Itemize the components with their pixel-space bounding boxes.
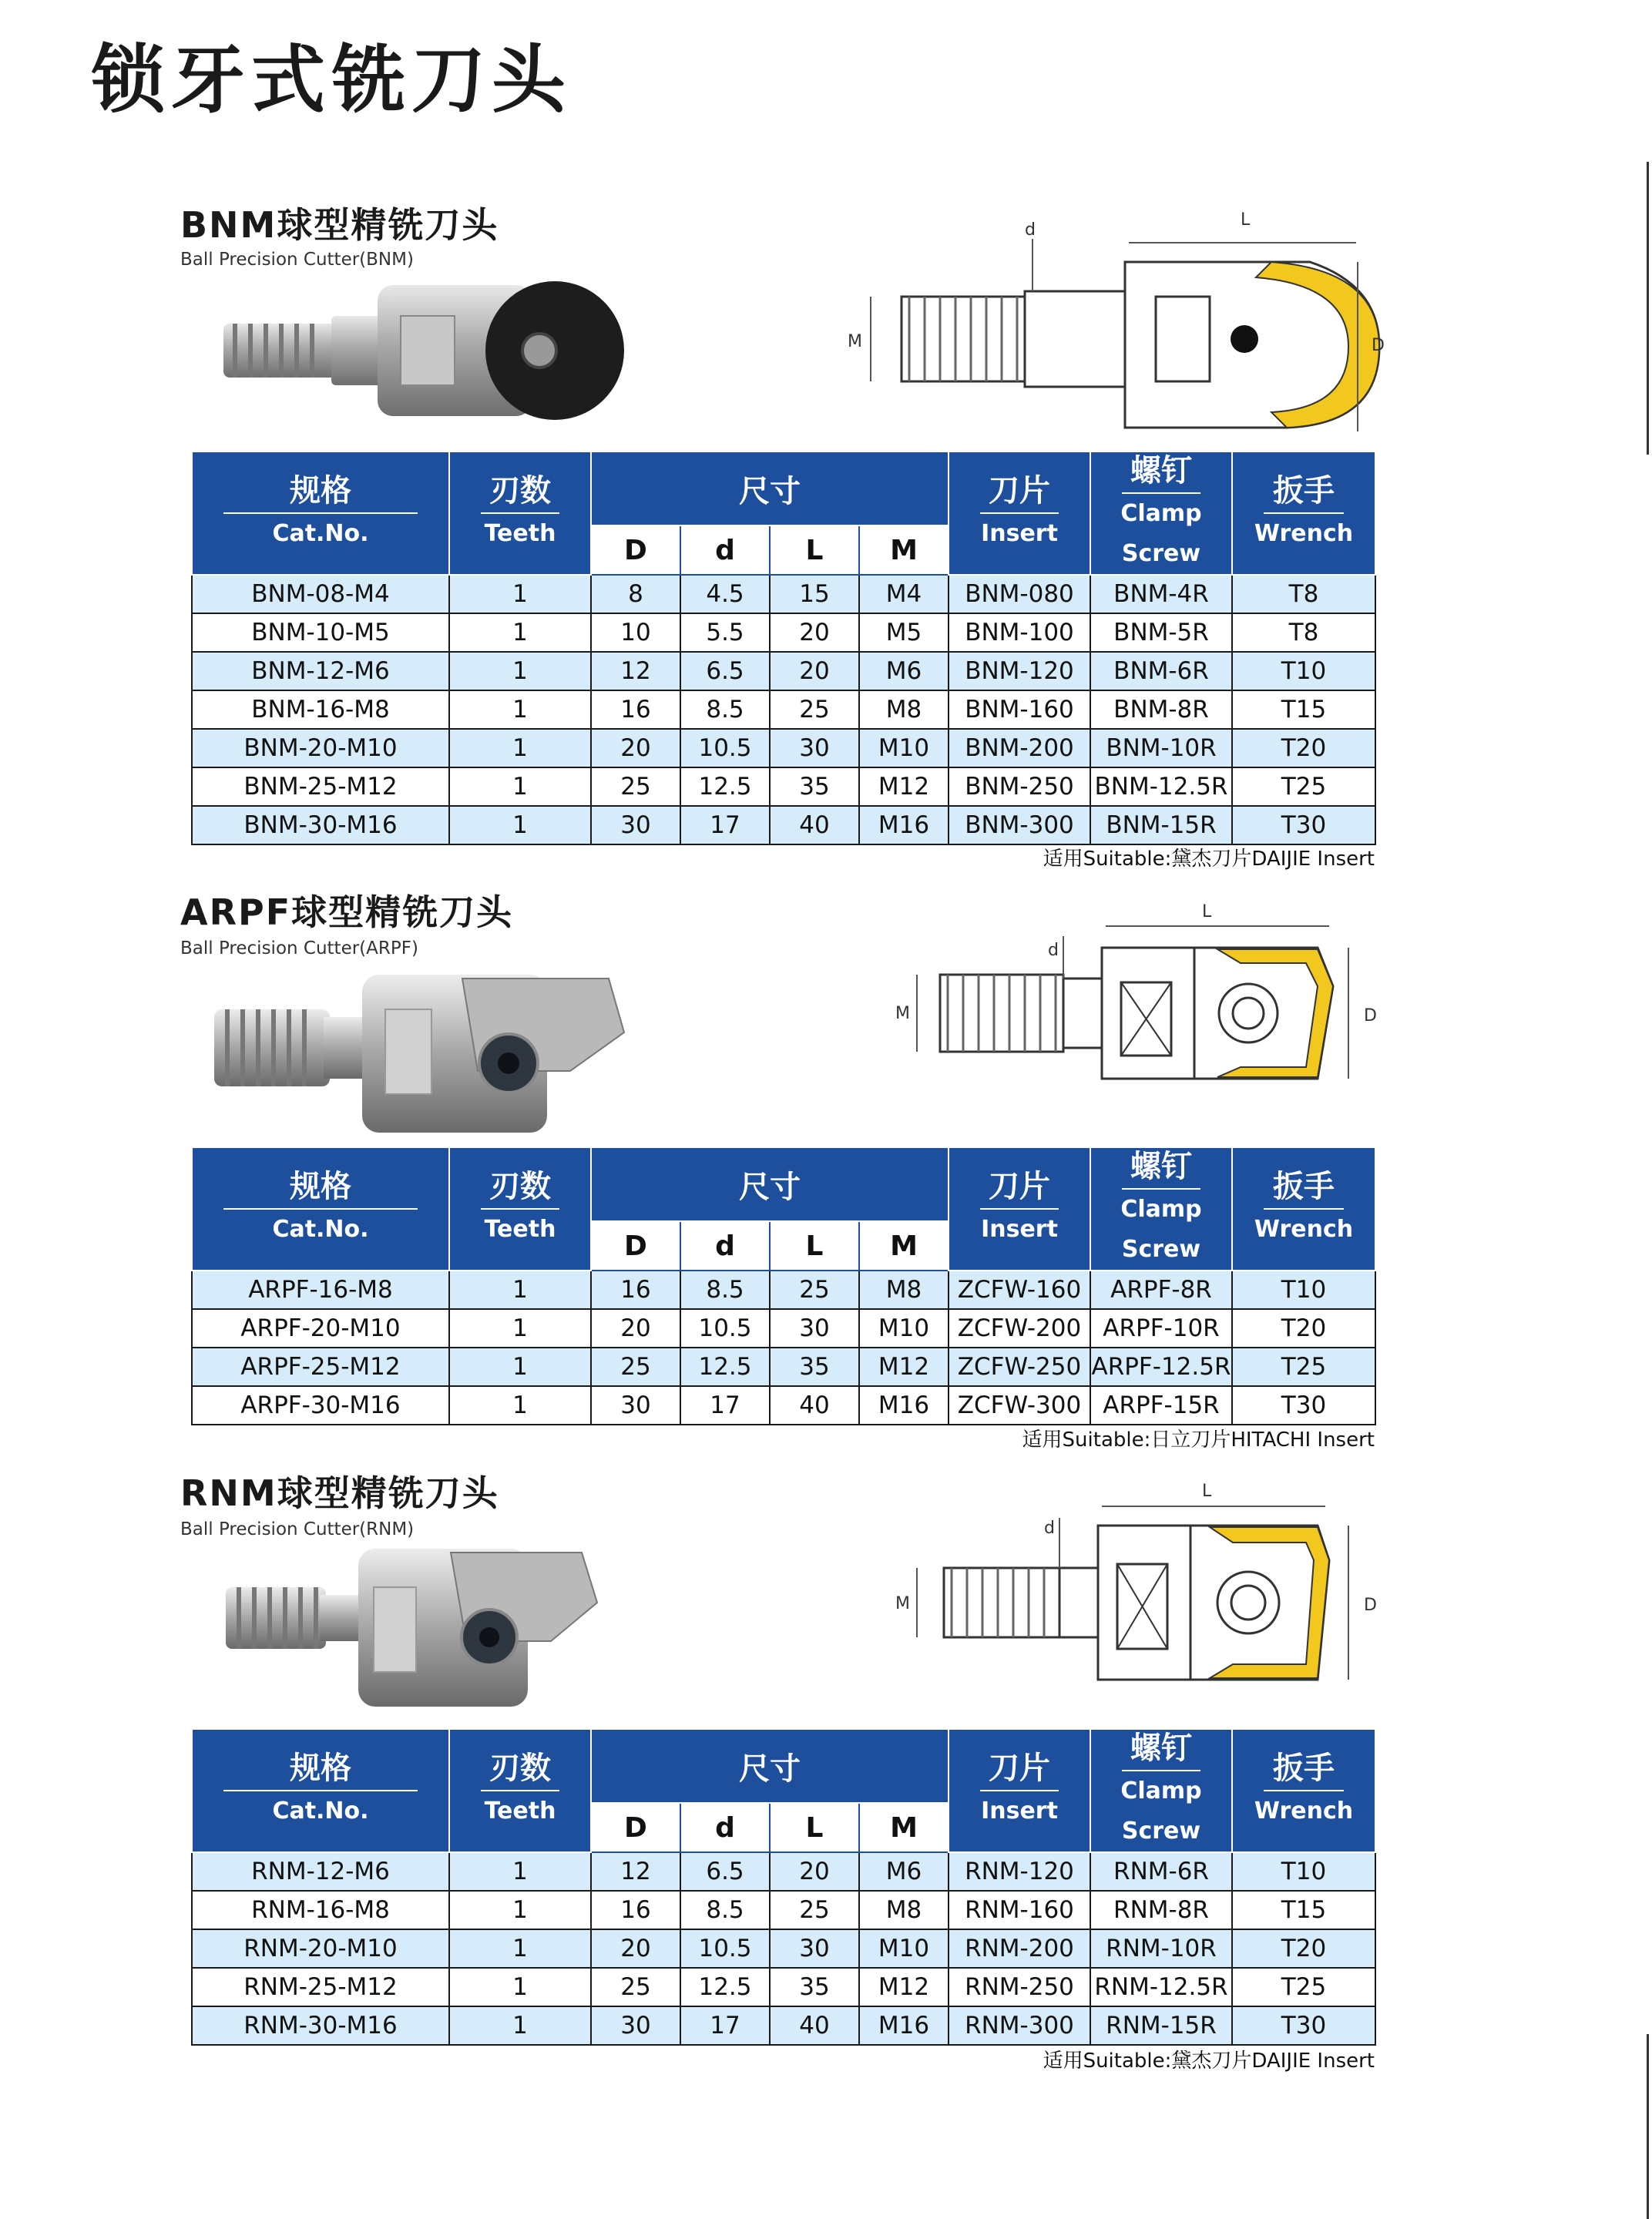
cell-clamp-screw: BNM-12.5R: [1090, 767, 1232, 806]
cell-dim-M: M16: [859, 806, 949, 844]
header-cn-label: 螺钉: [1122, 1730, 1200, 1771]
cell-dim-d: 10.5: [680, 729, 770, 767]
cell-wrench: T8: [1232, 613, 1375, 652]
cell-dim-d: 8.5: [680, 1891, 770, 1929]
cell-insert: ZCFW-160: [949, 1271, 1090, 1309]
header-cn-label: 刃数: [481, 1750, 559, 1791]
cell-dim-M: M12: [859, 767, 949, 806]
cell-clamp-screw: RNM-6R: [1090, 1852, 1232, 1891]
cell-teeth: 1: [449, 806, 591, 844]
cell-dim-L: 25: [770, 1271, 859, 1309]
dim-label-d-small: d: [1044, 1519, 1055, 1538]
table-row: [192, 690, 1375, 729]
header-cat-no: [192, 452, 449, 575]
header-clamp-screw: [1090, 1147, 1232, 1271]
dim-label-d-large: D: [1364, 1006, 1377, 1026]
table-row: [192, 2006, 1375, 2045]
cell-wrench: T15: [1232, 690, 1375, 729]
cell-clamp-screw: RNM-8R: [1090, 1891, 1232, 1929]
cell-cat-no: RNM-25-M12: [192, 1968, 449, 2006]
section-subtitle: Ball Precision Cutter(RNM): [180, 1519, 415, 1539]
cell-dim-d: 6.5: [680, 1852, 770, 1891]
cell-wrench: T10: [1232, 652, 1375, 690]
cell-teeth: 1: [449, 575, 591, 613]
dim-label-d-small: d: [1048, 941, 1059, 960]
cell-dim-D: 16: [591, 690, 680, 729]
cell-dim-M: M5: [859, 613, 949, 652]
cell-wrench: T20: [1232, 729, 1375, 767]
cell-dim-L: 20: [770, 1852, 859, 1891]
cell-wrench: T30: [1232, 806, 1375, 844]
header-dim-L: L: [770, 1221, 859, 1271]
header-en-label: Clamp Screw: [1120, 1778, 1202, 1845]
cell-insert: BNM-120: [949, 652, 1090, 690]
cell-dim-d: 12.5: [680, 1348, 770, 1386]
cell-dim-D: 30: [591, 2006, 680, 2045]
dim-label-d-large: D: [1364, 1596, 1377, 1615]
header-dim-M: M: [859, 525, 949, 575]
cell-dim-D: 20: [591, 1929, 680, 1968]
header-en-label: Wrench: [1254, 520, 1354, 547]
header-en-label: Teeth: [484, 520, 556, 547]
cell-insert: BNM-160: [949, 690, 1090, 729]
header-cn-label: 规格: [223, 472, 418, 514]
table-row: [192, 729, 1375, 767]
header-en-label: Cat.No.: [272, 1216, 369, 1243]
cell-cat-no: RNM-20-M10: [192, 1929, 449, 1968]
cell-dim-d: 8.5: [680, 690, 770, 729]
header-dim-D: D: [591, 1221, 680, 1271]
header-dim-d: d: [680, 1803, 770, 1852]
header-clamp-screw: [1090, 452, 1232, 575]
header-dim-D: D: [591, 1803, 680, 1852]
cell-teeth: 1: [449, 729, 591, 767]
cell-teeth: 1: [449, 1968, 591, 2006]
suitable-insert-note: 适用Suitable:黛杰刀片DAIJIE Insert: [1043, 2049, 1375, 2073]
header-en-label: Insert: [981, 1216, 1058, 1243]
cell-dim-M: M4: [859, 575, 949, 613]
cell-dim-d: 17: [680, 2006, 770, 2045]
suitable-insert-note: 适用Suitable:日立刀片HITACHI Insert: [1022, 1428, 1375, 1452]
cell-insert: BNM-200: [949, 729, 1090, 767]
cell-dim-M: M12: [859, 1348, 949, 1386]
cell-dim-L: 40: [770, 2006, 859, 2045]
header-en-label: Insert: [981, 520, 1058, 547]
cell-dim-L: 30: [770, 729, 859, 767]
cell-clamp-screw: RNM-12.5R: [1090, 1968, 1232, 2006]
cell-dim-L: 25: [770, 1891, 859, 1929]
header-dim-d: d: [680, 1221, 770, 1271]
header-insert: [949, 452, 1090, 575]
cell-dim-D: 16: [591, 1271, 680, 1309]
cell-dim-d: 5.5: [680, 613, 770, 652]
cell-clamp-screw: ARPF-10R: [1090, 1309, 1232, 1348]
cell-insert: ZCFW-200: [949, 1309, 1090, 1348]
header-en-label: Teeth: [484, 1216, 556, 1243]
cell-cat-no: BNM-08-M4: [192, 575, 449, 613]
cell-clamp-screw: RNM-10R: [1090, 1929, 1232, 1968]
cell-wrench: T20: [1232, 1929, 1375, 1968]
cell-wrench: T25: [1232, 767, 1375, 806]
section-title: BNM球型精铣刀头: [180, 204, 499, 246]
cell-dim-D: 12: [591, 1852, 680, 1891]
cell-cat-no: RNM-12-M6: [192, 1852, 449, 1891]
cell-clamp-screw: ARPF-8R: [1090, 1271, 1232, 1309]
cell-insert: RNM-250: [949, 1968, 1090, 2006]
cell-cat-no: ARPF-30-M16: [192, 1386, 449, 1425]
cell-dim-d: 17: [680, 806, 770, 844]
header-size: 尺寸: [591, 1729, 949, 1803]
header-cn-label: 刃数: [481, 1168, 559, 1210]
cell-dim-d: 6.5: [680, 652, 770, 690]
header-cn-label: 螺钉: [1122, 1148, 1200, 1190]
header-cn-label: 扳手: [1264, 1168, 1344, 1210]
cell-teeth: 1: [449, 1891, 591, 1929]
cell-teeth: 1: [449, 1386, 591, 1425]
cell-dim-M: M8: [859, 690, 949, 729]
cell-insert: BNM-300: [949, 806, 1090, 844]
header-en-label: Clamp Screw: [1120, 1196, 1202, 1263]
dim-label-d-small: d: [1025, 220, 1036, 240]
cell-dim-d: 8.5: [680, 1271, 770, 1309]
cell-insert: BNM-250: [949, 767, 1090, 806]
cell-wrench: T30: [1232, 2006, 1375, 2045]
cell-wrench: T15: [1232, 1891, 1375, 1929]
cell-dim-M: M8: [859, 1891, 949, 1929]
header-en-label: Wrench: [1254, 1216, 1354, 1243]
header-cn-label: 规格: [223, 1750, 418, 1791]
cell-clamp-screw: ARPF-15R: [1090, 1386, 1232, 1425]
cell-dim-M: M8: [859, 1271, 949, 1309]
header-wrench: [1232, 452, 1375, 575]
cell-dim-L: 35: [770, 767, 859, 806]
table-row: [192, 1968, 1375, 2006]
table-row: [192, 652, 1375, 690]
cell-cat-no: BNM-30-M16: [192, 806, 449, 844]
cell-teeth: 1: [449, 613, 591, 652]
cell-insert: RNM-120: [949, 1852, 1090, 1891]
arpf-spec-table: [191, 1146, 1376, 1425]
cell-clamp-screw: ARPF-12.5R: [1090, 1348, 1232, 1386]
cell-teeth: 1: [449, 1348, 591, 1386]
rnm-technical-drawing: [886, 1472, 1395, 1703]
page-edge-mark: [1647, 162, 1649, 455]
cell-clamp-screw: BNM-5R: [1090, 613, 1232, 652]
cell-insert: ZCFW-300: [949, 1386, 1090, 1425]
cell-dim-L: 35: [770, 1348, 859, 1386]
cell-clamp-screw: BNM-15R: [1090, 806, 1232, 844]
cell-dim-d: 10.5: [680, 1929, 770, 1968]
table-row: [192, 767, 1375, 806]
header-teeth: [449, 1729, 591, 1852]
table-row: [192, 1386, 1375, 1425]
table-row: [192, 1271, 1375, 1309]
header-teeth: [449, 1147, 591, 1271]
cell-dim-D: 8: [591, 575, 680, 613]
cell-clamp-screw: BNM-8R: [1090, 690, 1232, 729]
dim-label-d-large: D: [1372, 336, 1385, 355]
section-title: RNM球型精铣刀头: [180, 1472, 499, 1514]
cell-dim-L: 30: [770, 1929, 859, 1968]
header-insert: [949, 1147, 1090, 1271]
header-dim-M: M: [859, 1221, 949, 1271]
header-cn-label: 扳手: [1264, 1750, 1344, 1791]
cell-dim-L: 40: [770, 806, 859, 844]
cell-teeth: 1: [449, 1929, 591, 1968]
section-subtitle: Ball Precision Cutter(BNM): [180, 250, 414, 270]
cell-cat-no: BNM-10-M5: [192, 613, 449, 652]
header-cn-label: 螺钉: [1122, 452, 1200, 494]
cell-dim-D: 30: [591, 1386, 680, 1425]
cell-insert: RNM-300: [949, 2006, 1090, 2045]
table-row: [192, 806, 1375, 844]
cell-dim-d: 12.5: [680, 767, 770, 806]
header-dim-d: d: [680, 525, 770, 575]
cell-dim-d: 17: [680, 1386, 770, 1425]
cell-dim-M: M6: [859, 652, 949, 690]
header-dim-D: D: [591, 525, 680, 575]
header-en-label: Cat.No.: [272, 1798, 369, 1825]
section-title: ARPF球型精铣刀头: [180, 891, 514, 933]
cell-dim-d: 4.5: [680, 575, 770, 613]
cell-insert: BNM-080: [949, 575, 1090, 613]
header-clamp-screw: [1090, 1729, 1232, 1852]
cell-teeth: 1: [449, 2006, 591, 2045]
cell-insert: RNM-160: [949, 1891, 1090, 1929]
header-wrench: [1232, 1147, 1375, 1271]
header-en-label: Teeth: [484, 1798, 556, 1825]
dim-label-m: M: [895, 1594, 910, 1613]
page-edge-mark: [1647, 2034, 1649, 2219]
cell-teeth: 1: [449, 652, 591, 690]
cell-dim-d: 10.5: [680, 1309, 770, 1348]
cell-wrench: T20: [1232, 1309, 1375, 1348]
suitable-insert-note: 适用Suitable:黛杰刀片DAIJIE Insert: [1043, 848, 1375, 871]
header-dim-M: M: [859, 1803, 949, 1852]
table-row: [192, 1309, 1375, 1348]
cell-dim-M: M10: [859, 1929, 949, 1968]
cell-clamp-screw: BNM-4R: [1090, 575, 1232, 613]
cell-cat-no: BNM-25-M12: [192, 767, 449, 806]
cell-dim-D: 25: [591, 1968, 680, 2006]
cell-cat-no: ARPF-25-M12: [192, 1348, 449, 1386]
cell-dim-L: 20: [770, 613, 859, 652]
cell-insert: BNM-100: [949, 613, 1090, 652]
header-cn-label: 刀片: [980, 1750, 1059, 1791]
cell-dim-D: 12: [591, 652, 680, 690]
cell-insert: RNM-200: [949, 1929, 1090, 1968]
header-en-label: Insert: [981, 1798, 1058, 1825]
cell-dim-L: 30: [770, 1309, 859, 1348]
table-row: [192, 575, 1375, 613]
cell-wrench: T10: [1232, 1852, 1375, 1891]
cell-clamp-screw: BNM-6R: [1090, 652, 1232, 690]
dim-label-m: M: [895, 1004, 910, 1023]
table-row: [192, 1929, 1375, 1968]
cell-dim-M: M6: [859, 1852, 949, 1891]
cell-dim-D: 16: [591, 1891, 680, 1929]
dim-label-m: M: [848, 332, 862, 351]
cell-teeth: 1: [449, 1271, 591, 1309]
section-subtitle: Ball Precision Cutter(ARPF): [180, 938, 418, 958]
header-cn-label: 扳手: [1264, 472, 1344, 514]
dim-label-l: L: [1202, 1482, 1212, 1501]
bnm-spec-table: [191, 451, 1376, 845]
cell-wrench: T10: [1232, 1271, 1375, 1309]
header-en-label: Wrench: [1254, 1798, 1354, 1825]
cell-dim-D: 20: [591, 729, 680, 767]
cell-teeth: 1: [449, 1852, 591, 1891]
arpf-product-photo: [208, 963, 640, 1140]
cell-dim-L: 25: [770, 690, 859, 729]
arpf-technical-drawing: [886, 894, 1395, 1125]
header-size: 尺寸: [591, 1147, 949, 1221]
header-dim-L: L: [770, 525, 859, 575]
cell-dim-M: M16: [859, 2006, 949, 2045]
table-row: [192, 1891, 1375, 1929]
cell-dim-D: 10: [591, 613, 680, 652]
cell-dim-L: 20: [770, 652, 859, 690]
header-dim-L: L: [770, 1803, 859, 1852]
bnm-technical-drawing: [840, 200, 1395, 447]
cell-cat-no: ARPF-16-M8: [192, 1271, 449, 1309]
header-insert: [949, 1729, 1090, 1852]
header-cn-label: 刃数: [481, 472, 559, 514]
cell-clamp-screw: RNM-15R: [1090, 2006, 1232, 2045]
dim-label-l: L: [1241, 210, 1251, 230]
cell-dim-M: M10: [859, 729, 949, 767]
cell-dim-D: 25: [591, 767, 680, 806]
cell-teeth: 1: [449, 767, 591, 806]
cell-teeth: 1: [449, 690, 591, 729]
cell-clamp-screw: BNM-10R: [1090, 729, 1232, 767]
cell-dim-d: 12.5: [680, 1968, 770, 2006]
cell-cat-no: BNM-16-M8: [192, 690, 449, 729]
cell-wrench: T8: [1232, 575, 1375, 613]
header-teeth: [449, 452, 591, 575]
cell-cat-no: RNM-16-M8: [192, 1891, 449, 1929]
cell-dim-D: 25: [591, 1348, 680, 1386]
header-wrench: [1232, 1729, 1375, 1852]
cell-dim-D: 30: [591, 806, 680, 844]
cell-cat-no: RNM-30-M16: [192, 2006, 449, 2045]
cell-dim-L: 35: [770, 1968, 859, 2006]
cell-insert: ZCFW-250: [949, 1348, 1090, 1386]
cell-dim-M: M16: [859, 1386, 949, 1425]
bnm-product-photo: [216, 270, 647, 439]
header-en-label: Cat.No.: [272, 520, 369, 547]
header-en-label: Clamp Screw: [1120, 500, 1202, 567]
rnm-product-photo: [220, 1541, 620, 1718]
cell-teeth: 1: [449, 1309, 591, 1348]
cell-dim-D: 20: [591, 1309, 680, 1348]
table-row: [192, 613, 1375, 652]
cell-wrench: T25: [1232, 1348, 1375, 1386]
table-row: [192, 1348, 1375, 1386]
rnm-spec-table: [191, 1728, 1376, 2046]
cell-dim-L: 40: [770, 1386, 859, 1425]
cell-cat-no: ARPF-20-M10: [192, 1309, 449, 1348]
header-cn-label: 规格: [223, 1168, 418, 1210]
cell-dim-M: M10: [859, 1309, 949, 1348]
table-row: [192, 1852, 1375, 1891]
header-cn-label: 刀片: [980, 1168, 1059, 1210]
header-cat-no: [192, 1729, 449, 1852]
cell-wrench: T25: [1232, 1968, 1375, 2006]
cell-cat-no: BNM-20-M10: [192, 729, 449, 767]
cell-cat-no: BNM-12-M6: [192, 652, 449, 690]
dim-label-l: L: [1202, 902, 1212, 922]
header-cn-label: 刀片: [980, 472, 1059, 514]
cell-wrench: T30: [1232, 1386, 1375, 1425]
cell-dim-L: 15: [770, 575, 859, 613]
header-size: 尺寸: [591, 452, 949, 525]
header-cat-no: [192, 1147, 449, 1271]
cell-dim-M: M12: [859, 1968, 949, 2006]
page-title: 锁牙式铣刀头: [91, 37, 572, 123]
